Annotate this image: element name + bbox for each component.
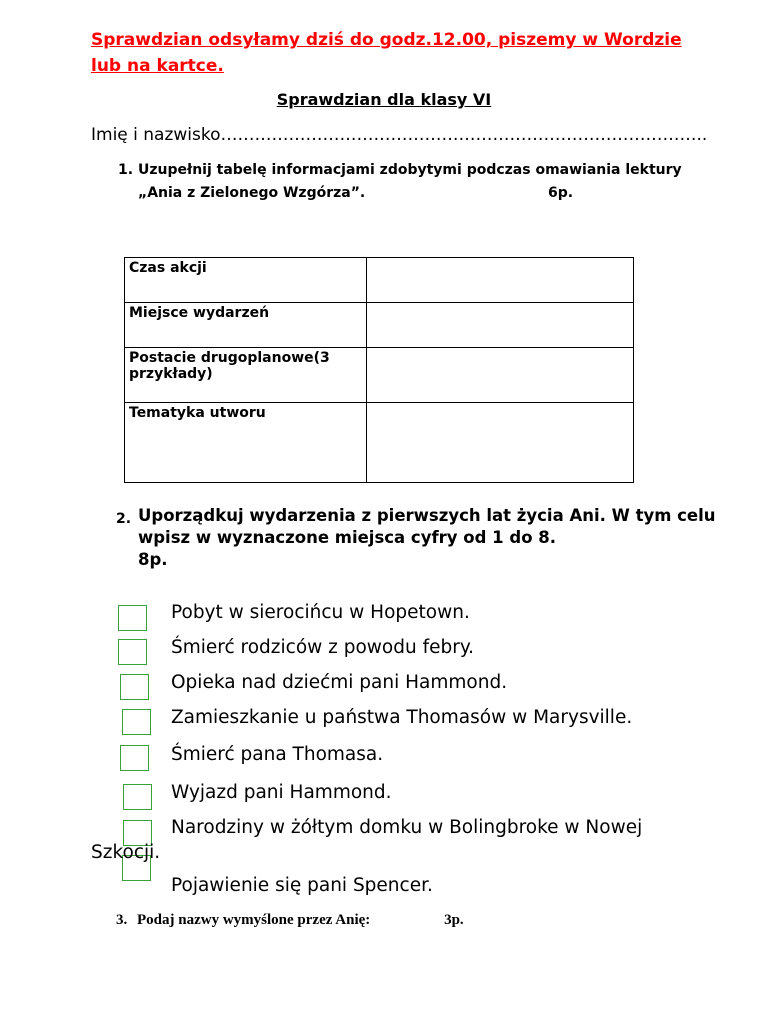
question-2-points: 8p.: [138, 550, 168, 569]
answer-box[interactable]: [118, 639, 147, 665]
test-title: Sprawdzian dla klasy VI: [276, 90, 492, 109]
answer-cell-theme[interactable]: [367, 403, 634, 483]
question-2: [116, 505, 756, 571]
row-label-characters: Postacie drugoplanowe(3 przykłady): [125, 348, 367, 403]
question-3-number: 3.: [116, 912, 128, 928]
answer-cell-place[interactable]: [367, 303, 634, 348]
event-item: Opieka nad dziećmi pani Hammond.: [171, 672, 508, 693]
submission-notice: Sprawdzian odsyłamy dziś do godz.12.00, piszemy w Wordzie lub na kartce.: [91, 30, 682, 76]
row-label-time: Czas akcji: [125, 258, 367, 303]
event-item: Zamieszkanie u państwa Thomasów w Marysville.: [171, 707, 633, 728]
event-item: Śmierć rodziców z powodu febry.: [171, 637, 475, 658]
question-3: [116, 912, 464, 929]
row-label-place: Miejsce wydarzeń: [125, 303, 367, 348]
answer-box[interactable]: [122, 709, 151, 735]
answer-box[interactable]: [120, 745, 149, 771]
question-3-points: 3p.: [444, 912, 464, 928]
event-item: Narodziny w żółtym domku w Bolingbroke w Nowej: [171, 817, 643, 838]
event-item: Pobyt w sierocińcu w Hopetown.: [171, 602, 470, 623]
answer-cell-characters[interactable]: [367, 348, 634, 403]
question-2-text: Uporządkuj wydarzenia z pierwszych lat życia Ani. W tym celu wpisz w wyznaczone miejsca cyfry od 1 do 8.: [138, 506, 716, 547]
question-1-points: 6p.: [548, 185, 574, 201]
info-table: [124, 257, 634, 483]
event-item: Pojawienie się pani Spencer.: [171, 875, 433, 896]
question-2-number: 2.: [116, 511, 132, 527]
question-3-text: Podaj nazwy wymyślone przez Anię:: [137, 912, 371, 928]
event-item: Wyjazd pani Hammond.: [171, 782, 392, 803]
question-1: [118, 159, 728, 205]
answer-box[interactable]: [118, 605, 147, 631]
name-field-line: Imię i nazwisko…………………………………………………………………………..: [91, 125, 708, 145]
row-label-theme: Tematyka utworu: [125, 403, 367, 483]
question-1-number: 1.: [118, 162, 134, 178]
answer-box[interactable]: [123, 784, 152, 810]
question-1-text: Uzupełnij tabelę informacjami zdobytymi podczas omawiania lektury „Ania z Zielonego Wzgórza”.: [138, 162, 682, 201]
answer-box[interactable]: [120, 674, 149, 700]
event-item: Śmierć pana Thomasa.: [171, 744, 384, 765]
event-item-continued: Szkocji.: [91, 842, 161, 863]
answer-cell-time[interactable]: [367, 258, 634, 303]
